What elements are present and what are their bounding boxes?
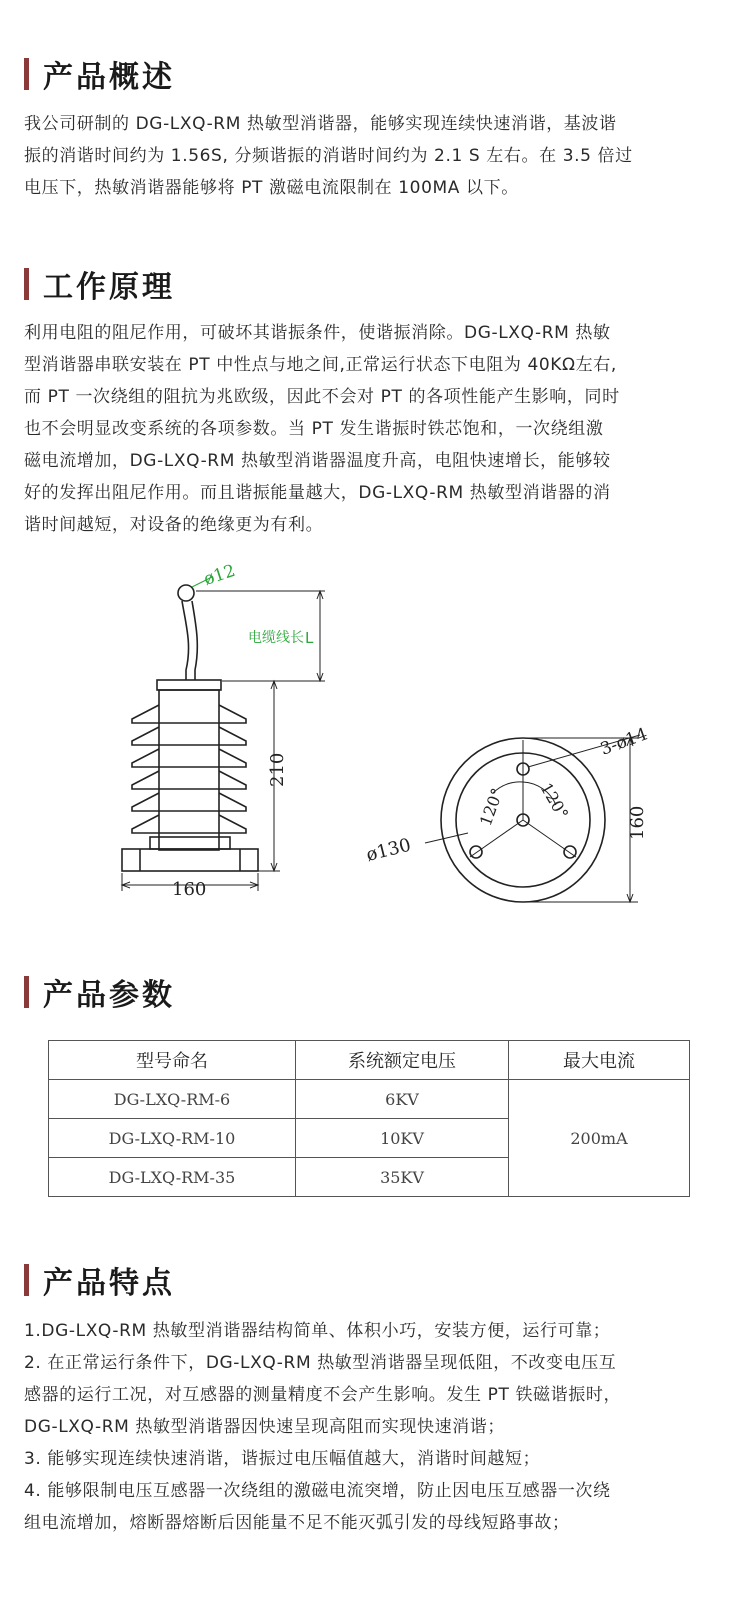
height-210-label: 210: [267, 752, 288, 787]
model-cell: DG-LXQ-RM-10: [49, 1119, 296, 1158]
angle-label-right: 120°: [536, 779, 573, 823]
principle-line: 磁电流增加，DG-LXQ-RM 热敏型消谐器温度升高，电阻快速增长，能够较: [24, 451, 611, 471]
length-symbol-label: L: [305, 629, 314, 647]
top-cap: [157, 680, 221, 690]
params-title: 产品参数: [43, 978, 175, 1013]
feature-line: 感器的运行工况，对互感器的测量精度不会产生影响。发生 PT 铁磁谐振时，: [24, 1385, 622, 1405]
max-current-cell: 200mA: [509, 1080, 690, 1197]
top-view-dimensions: [425, 735, 640, 902]
principle-line: 好的发挥出阻尼作用。而且谐振能量越大，DG-LXQ-RM 热敏型消谐器的消: [24, 483, 611, 503]
principle-text: [24, 317, 726, 541]
column-header-model: 型号命名: [49, 1041, 296, 1080]
section-accent-bar: [24, 1264, 29, 1296]
column-header-voltage: 系统额定电压: [296, 1041, 509, 1080]
overview-header: [24, 52, 175, 96]
features-text: [24, 1315, 726, 1539]
overview-title: 产品概述: [43, 60, 175, 95]
angle-label-left: 120°: [475, 785, 507, 829]
column-header-current: 最大电流: [509, 1041, 690, 1080]
insulator-core: [159, 690, 219, 850]
width-160-label: 160: [172, 879, 207, 900]
principle-line: 利用电阻的阻尼作用，可破坏其谐振条件，使谐振消除。DG-LXQ-RM 热敏: [24, 323, 611, 343]
table-row: [49, 1080, 690, 1119]
diameter-130-label: ø130: [364, 834, 414, 866]
feature-line: 1.DG-LXQ-RM 热敏型消谐器结构简单、体积小巧，安装方便，运行可靠；: [24, 1321, 611, 1341]
features-header: [24, 1258, 175, 1302]
feature-line: 4. 能够限制电压互感器一次绕组的激磁电流突增，防止因电压互感器一次绕: [24, 1481, 611, 1501]
cable-right-edge: [192, 601, 197, 680]
principle-header: [24, 262, 175, 306]
features-title: 产品特点: [43, 1266, 175, 1301]
principle-line: 谐时间越短，对设备的绝缘更为有利。: [24, 515, 324, 535]
section-accent-bar: [24, 58, 29, 90]
params-header: [24, 970, 175, 1014]
overview-line: 电压下，热敏消谐器能够将 PT 激磁电流限制在 100MA 以下。: [24, 178, 519, 198]
section-accent-bar: [24, 976, 29, 1008]
principle-title: 工作原理: [43, 270, 175, 305]
base-collar: [150, 837, 230, 849]
overview-line: 振的消谐时间约为 1.56S, 分频谐振的消谐时间约为 2.1 S 左右。在 3.5 倍过: [24, 146, 633, 166]
height-160-label: 160: [627, 805, 648, 840]
terminal-ring: [178, 585, 194, 601]
phi12-label: ø12: [201, 560, 238, 590]
feature-line: DG-LXQ-RM 热敏型消谐器因快速呈现高阻而实现快速消谐；: [24, 1417, 505, 1437]
params-table: [48, 1040, 690, 1197]
cable-left-edge: [182, 601, 189, 680]
model-cell: DG-LXQ-RM-6: [49, 1080, 296, 1119]
technical-drawing: [0, 555, 750, 925]
feature-line: 3. 能够实现连续快速消谐，谐振过电压幅值越大，消谐时间越短；: [24, 1449, 541, 1469]
feature-line: 2. 在正常运行条件下，DG-LXQ-RM 热敏型消谐器呈现低阻，不改变电压互: [24, 1353, 617, 1373]
base-plate: [122, 849, 258, 871]
section-accent-bar: [24, 268, 29, 300]
voltage-cell: 10KV: [296, 1119, 509, 1158]
principle-line: 型消谐器串联安装在 PT 中性点与地之间,正常运行状态下电阻为 40KΩ左右,: [24, 355, 617, 375]
insulator-sheds: [132, 705, 246, 833]
cable-length-label: 电缆线长: [248, 630, 304, 646]
principle-line: 也不会明显改变系统的各项参数。当 PT 发生谐振时铁芯饱和，一次绕组激: [24, 419, 604, 439]
table-header-row: [49, 1041, 690, 1080]
feature-line: 组电流增加，熔断器熔断后因能量不足不能灭弧引发的母线短路事故；: [24, 1513, 570, 1533]
principle-line: 而 PT 一次绕组的阻抗为兆欧级，因此不会对 PT 的各项性能产生影响，同时: [24, 387, 620, 407]
bolt-spec-label: 3-ø14: [597, 724, 651, 760]
side-view: [122, 585, 258, 871]
overview-text: [24, 108, 726, 204]
overview-line: 我公司研制的 DG-LXQ-RM 热敏型消谐器，能够实现连续快速消谐，基波谐: [24, 114, 617, 134]
voltage-cell: 6KV: [296, 1080, 509, 1119]
model-cell: DG-LXQ-RM-35: [49, 1158, 296, 1197]
voltage-cell: 35KV: [296, 1158, 509, 1197]
